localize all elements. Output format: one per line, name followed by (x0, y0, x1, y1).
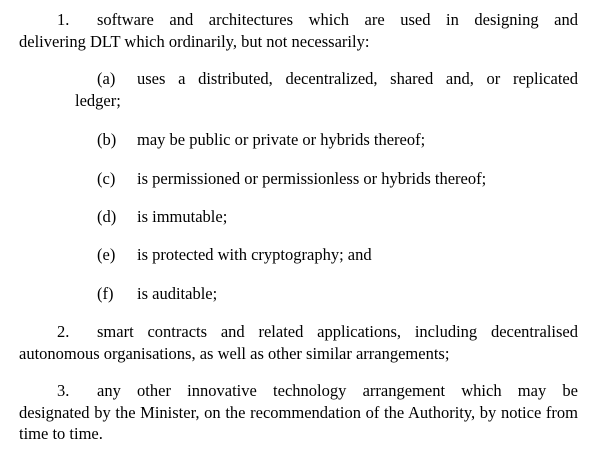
paragraph-1-number: 1. (57, 10, 70, 29)
subitem-b (97, 129, 578, 151)
paragraph-1 (19, 9, 578, 52)
subitem-e-letter: (e) (97, 245, 116, 264)
subitem-d-letter: (d) (97, 207, 117, 226)
paragraph-3 (19, 380, 578, 445)
paragraph-2-number: 2. (57, 322, 70, 341)
subitem-c (97, 168, 578, 190)
subitem-f (97, 283, 578, 305)
paragraph-3-line1: any other innovative technology arrangement which may be (97, 381, 578, 400)
subitem-e-text: is protected with cryptography; and (137, 245, 372, 264)
subitem-b-letter: (b) (97, 130, 117, 149)
subitem-e (97, 244, 578, 266)
subitem-a-first-line (75, 68, 578, 90)
paragraph-3-rest: designated by the Minister, on the recommendation of the Authority, by notice from time to time. (19, 402, 578, 443)
subitem-c-letter: (c) (97, 169, 116, 188)
paragraph-2 (19, 321, 578, 364)
paragraph-3-number: 3. (57, 381, 70, 400)
subitem-c-text: is permissioned or permissionless or hybrids thereof; (137, 169, 487, 188)
subitem-f-letter: (f) (97, 284, 114, 303)
subitem-b-text: may be public or private or hybrids thereof; (137, 130, 426, 149)
subitem-a (75, 68, 578, 111)
paragraph-2-first-line (19, 321, 578, 343)
paragraph-3-first-line (19, 380, 578, 402)
paragraph-1-line1: software and architectures which are used in designing and (97, 10, 578, 29)
paragraph-1-first-line (19, 9, 578, 31)
subitem-a-line1: uses a distributed, decentralized, shared and, or replicated (137, 69, 578, 88)
subitem-d-text: is immutable; (137, 207, 228, 226)
subitem-d (97, 206, 578, 228)
paragraph-2-line1: smart contracts and related applications, including decentralised (97, 322, 578, 341)
paragraph-1-rest: delivering DLT which ordinarily, but not necessarily: (19, 31, 370, 51)
subitem-a-letter: (a) (97, 69, 116, 88)
paragraph-2-rest: autonomous organisations, as well as other similar arrangements; (19, 343, 450, 363)
subitem-f-text: is auditable; (137, 284, 218, 303)
subitem-a-rest: ledger; (75, 90, 121, 110)
